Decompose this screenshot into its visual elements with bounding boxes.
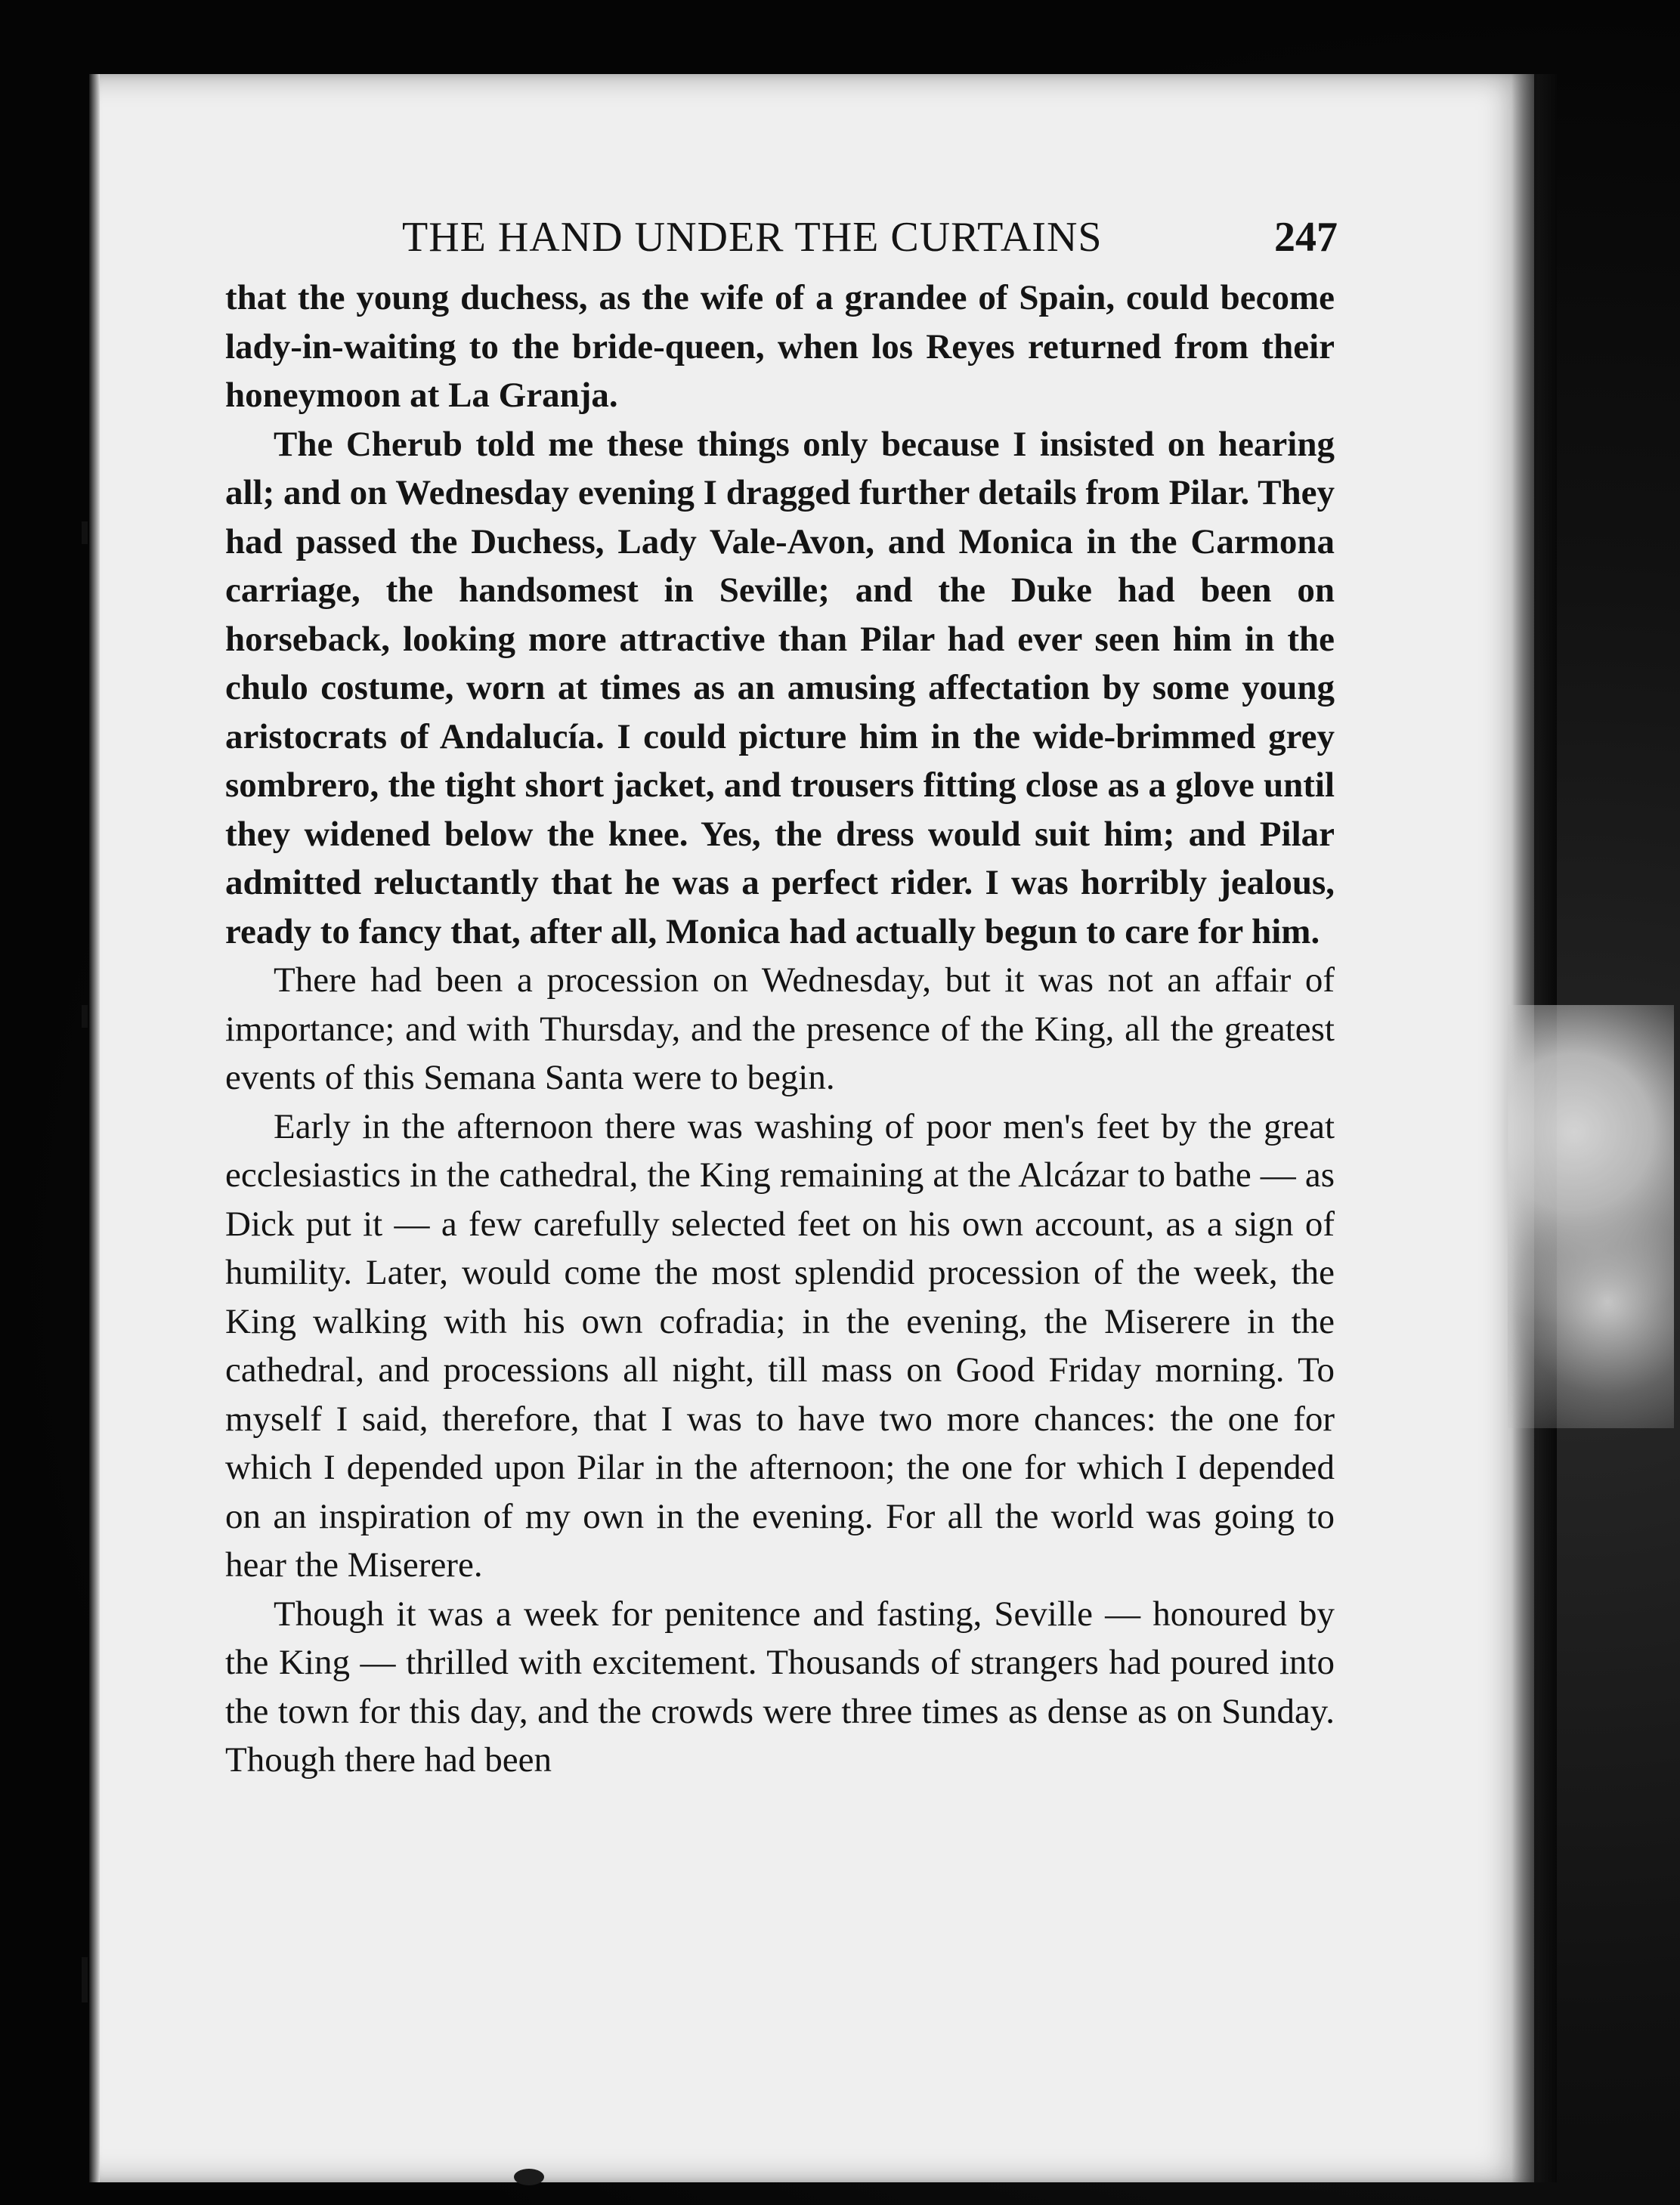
bottom-scratch-mark	[514, 2169, 544, 2185]
page-number: 247	[1274, 214, 1338, 261]
page-left-edge	[89, 74, 100, 2182]
paragraph: Though it was a week for penitence and fasting, Seville — honoured by the King — thrilled with excitement. Thousands of strangers had poured into the town for this day, and the crowds were three times as dense as on Sunday. Though there had been	[225, 1594, 1335, 1780]
running-head	[227, 213, 1338, 261]
paragraph: There had been a procession on Wednesday, but it was not an affair of importance; and with Thursday, and the presence of the King, all the greatest events of this Semana Santa were to begin.	[225, 960, 1335, 1097]
paper-damage-mark	[1508, 1005, 1674, 1428]
running-title: THE HAND UNDER THE CURTAINS	[402, 214, 1103, 261]
paragraph: Early in the afternoon there was washing of poor men's feet by the great ecclesiastics in the cathedral, the King remaining at the Alcázar to bathe — as Dick put it — a few carefully selected feet on his own account, as a sign of humility. Later, would come the most splendid procession of the week, the King walking with his own cofradia; in the evening, the Miserere in the cathedral, and processions all night, till mass on Good Friday morning. To myself I said, therefore, that I was to have two more chances: the one for which I depended upon Pilar in the afternoon; the one for which I depended on an inspiration of my own in the evening. For all the world was going to hear the Miserere.	[225, 1106, 1335, 1585]
gutter-mark	[82, 1957, 88, 2002]
paragraph: The Cherub told me these things only because I insisted on hearing all; and on Wednesday evening I dragged further details from Pilar. They had passed the Duchess, Lady Vale-Avon, and Monica in the Carmona carriage, the handsomest in Seville; and the Duke had been on horseback, looking more attractive than Pilar had ever seen him in the chulo costume, worn at times as an amusing affectation by some young aristocrats of Andalucía. I could picture him in the wide-brimmed grey sombrero, the tight short jacket, and trousers fitting close as a glove until they widened below the knee. Yes, the dress would suit him; and Pilar admitted reluctantly that he was a perfect rider. I was horribly jealous, ready to fancy that, after all, Monica had actually begun to care for him.	[225, 424, 1335, 951]
body-text	[225, 274, 1335, 1785]
paragraph-continued: that the young duchess, as the wife of a grandee of Spain, could become lady-in-waiting to the bride-queen, when los Reyes returned from their honeymoon at La Granja.	[225, 278, 1335, 415]
gutter-mark	[82, 1005, 88, 1028]
gutter-mark	[82, 521, 88, 544]
